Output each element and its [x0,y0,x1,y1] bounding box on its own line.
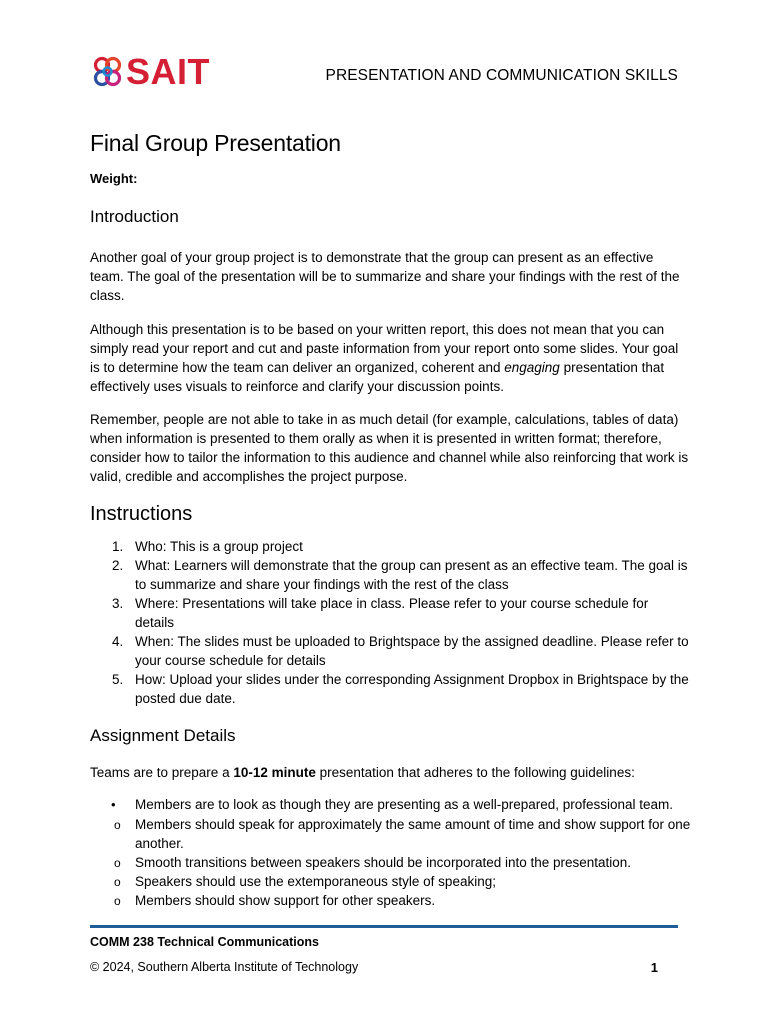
assignment-intro-pre: Teams are to prepare a [90,765,234,780]
intro-p2-tail: presentation that effectively uses visuals to reinforce and clarify your discussion points. [90,360,665,394]
bullet-item [90,795,700,910]
bullet-icon: • [111,797,116,812]
page-title: Final Group Presentation [90,130,341,156]
list-number: 2. [112,558,124,573]
circle-bullet-icon: o [114,893,121,908]
list-number: 5. [112,672,124,687]
list-number: 3. [112,596,124,611]
list-item [90,556,690,594]
guidelines-list [90,795,700,911]
list-text: What: Learners will demonstrate that the group can present as an effective team. The goal is to summarize and share your findings with the rest of the class [135,558,688,592]
sub-bullet-item [90,892,700,911]
intro-p2-emphasis: engaging [504,360,560,375]
page-number: 1 [650,960,658,975]
footer-divider [90,925,678,928]
course-header: PRESENTATION AND COMMUNICATION SKILLS [325,67,678,84]
list-text: Who: This is a group project [135,539,303,554]
intro-paragraph-1 [90,248,690,305]
intro-paragraph-2 [90,320,690,396]
sub-bullet-item [90,873,700,892]
assignment-duration: 10-12 minute [233,765,316,780]
assignment-heading: Assignment Details [90,726,236,745]
circle-bullet-icon: o [114,874,121,889]
list-text: How: Upload your slides under the corresponding Assignment Dropbox in Brightspace by the posted due date. [135,672,689,706]
circle-bullet-icon: o [114,855,121,870]
sub-bullet-text: Members should show support for other speakers. [135,892,436,908]
sait-logo [92,52,210,92]
sub-bullet-text: Members should speak for approximately the same amount of time and show support for one another. [135,817,691,851]
weight-label: Weight: [90,171,138,186]
list-item [90,670,690,708]
list-number: 4. [112,634,124,649]
list-item [90,594,690,632]
introduction-heading: Introduction [90,207,179,226]
intro-p3-text: Remember, people are not able to take in as much detail (for example, calculations, tables of data) when information is presented to them orally as when it is presented in written format; therefore, consider how to tailor the information to this audience and channel while also reinforcing that work is valid, credible and accomplishes the project purpose. [90,412,689,484]
sait-knot-icon [92,55,124,89]
footer-course: COMM 238 Technical Communications [90,935,319,949]
sub-bullet-text: Speakers should use the extemporaneous style of speaking; [135,873,496,889]
intro-p1-text: Another goal of your group project is to demonstrate that the group can present as an effective team. The goal of the presentation will be to summarize and share your findings with the rest of the class. [90,250,680,303]
intro-paragraph-3 [90,410,690,486]
list-item [90,537,690,556]
sub-bullet-text: Smooth transitions between speakers should be incorporated into the presentation. [135,854,632,870]
list-number: 1. [112,539,124,554]
assignment-intro-text [90,763,690,782]
sub-bullet-item [90,816,700,853]
instructions-list [90,537,690,708]
sub-bullet-item [90,854,700,873]
list-text: Where: Presentations will take place in class. Please refer to your course schedule for details [135,596,649,630]
instructions-heading: Instructions [90,503,193,525]
assignment-intro-post: presentation that adheres to the following guidelines: [315,765,635,780]
list-text: When: The slides must be uploaded to Brightspace by the assigned deadline. Please refer to your course schedule for details [135,634,689,668]
circle-bullet-icon: o [114,818,121,832]
intro-p2-text [90,320,690,396]
logo-text: SAIT [126,51,211,92]
bullet-text: Members are to look as though they are presenting as a well-prepared, professional team. [135,797,674,812]
footer-copyright: © 2024, Southern Alberta Institute of Technology [90,960,359,974]
list-item [90,632,690,670]
intro-p2-main: Although this presentation is to be based on your written report, this does not mean that you can simply read your report and cut and paste information from your report onto some slides. Your goal is to determine how the team can deliver an organized, coherent and [90,322,679,375]
assignment-intro [90,763,690,782]
